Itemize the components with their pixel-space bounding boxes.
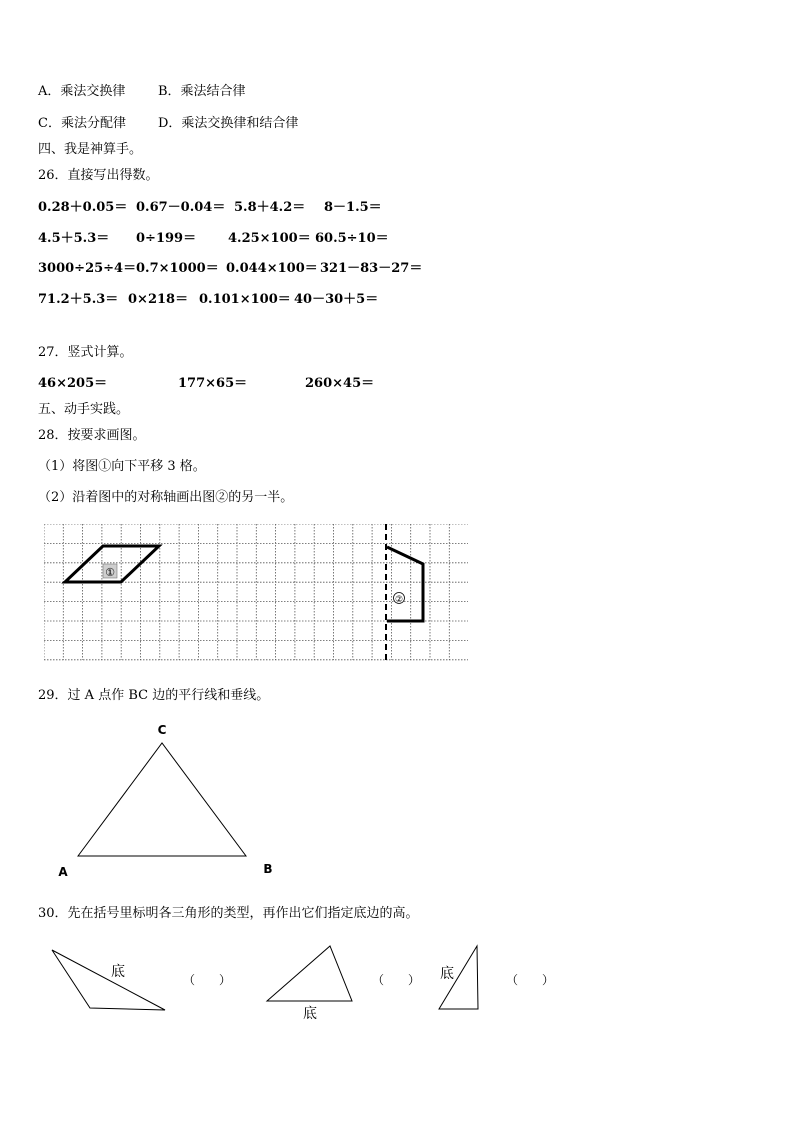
q26-title: 26．直接写出得数。 [38,168,159,183]
base-label-3: 底 [440,966,454,982]
q26-item: 60.5÷10＝ [315,231,389,246]
vertex-label-a: A [58,865,68,879]
figure-2-label: ② [394,595,404,605]
q27-item: 46×205＝ [38,376,108,391]
vertex-label-b: B [263,862,273,876]
q26-item: 0.28＋0.05＝ [38,200,128,215]
q26-item: 321－83－27＝ [320,261,423,276]
q26-item: 0×218＝ [128,292,189,307]
q28-part2: （2）沿着图中的对称轴画出图②的另一半。 [38,490,294,505]
q30-title: 30．先在括号里标明各三角形的类型，再作出它们指定底边的高。 [38,906,419,921]
q26-item: 0.101×100＝ [199,292,291,307]
q26-item: 5.8＋4.2＝ [234,200,306,215]
section-5-heading: 五、动手实践。 [38,402,130,417]
q27-title: 27．竖式计算。 [38,345,133,360]
q26-item: 0.7×1000＝ [136,261,219,276]
q27-item: 177×65＝ [178,376,248,391]
q26-item: 3000÷25÷4＝ [38,261,137,276]
q28-grid-figure [44,524,468,664]
q26-item: 0÷199＝ [136,231,197,246]
q25-option-d: D．乘法交换律和结合律 [158,116,299,131]
q26-item: 4.5＋5.3＝ [38,231,110,246]
blank-paren-1: （ ） [182,973,232,987]
figure-2-half [387,547,423,621]
q26-item: 8－1.5＝ [324,200,382,215]
q28-part1: （1）将图①向下平移 3 格。 [38,459,206,474]
base-label-1: 底 [111,964,125,980]
q26-item: 71.2＋5.3＝ [38,292,119,307]
q28-title: 28．按要求画图。 [38,428,146,443]
base-label-2: 底 [303,1006,317,1022]
triangle-abc [78,743,246,856]
q27-item: 260×45＝ [305,376,375,391]
q25-option-b: B．乘法结合律 [158,84,246,99]
q25-option-c: C．乘法分配律 [38,116,126,131]
obtuse-triangle [52,950,165,1010]
q26-item: 4.25×100＝ [228,231,311,246]
q26-item: 40－30＋5＝ [294,292,379,307]
blank-paren-3: （ ） [505,973,555,987]
q29-title: 29．过 A 点作 BC 边的平行线和垂线。 [38,688,270,703]
acute-triangle [267,946,352,1001]
q30-triangles-figure [40,938,580,1028]
vertex-label-c: C [157,723,167,737]
q29-triangle-figure [50,718,290,888]
q26-item: 0.044×100＝ [226,261,318,276]
blank-paren-2: （ ） [371,973,421,987]
q25-option-a: A．乘法交换律 [38,84,126,99]
square-grid [44,524,468,660]
q26-item: 0.67－0.04＝ [136,200,226,215]
section-4-heading: 四、我是神算手。 [38,142,143,157]
figure-1-label: ① [105,566,115,579]
